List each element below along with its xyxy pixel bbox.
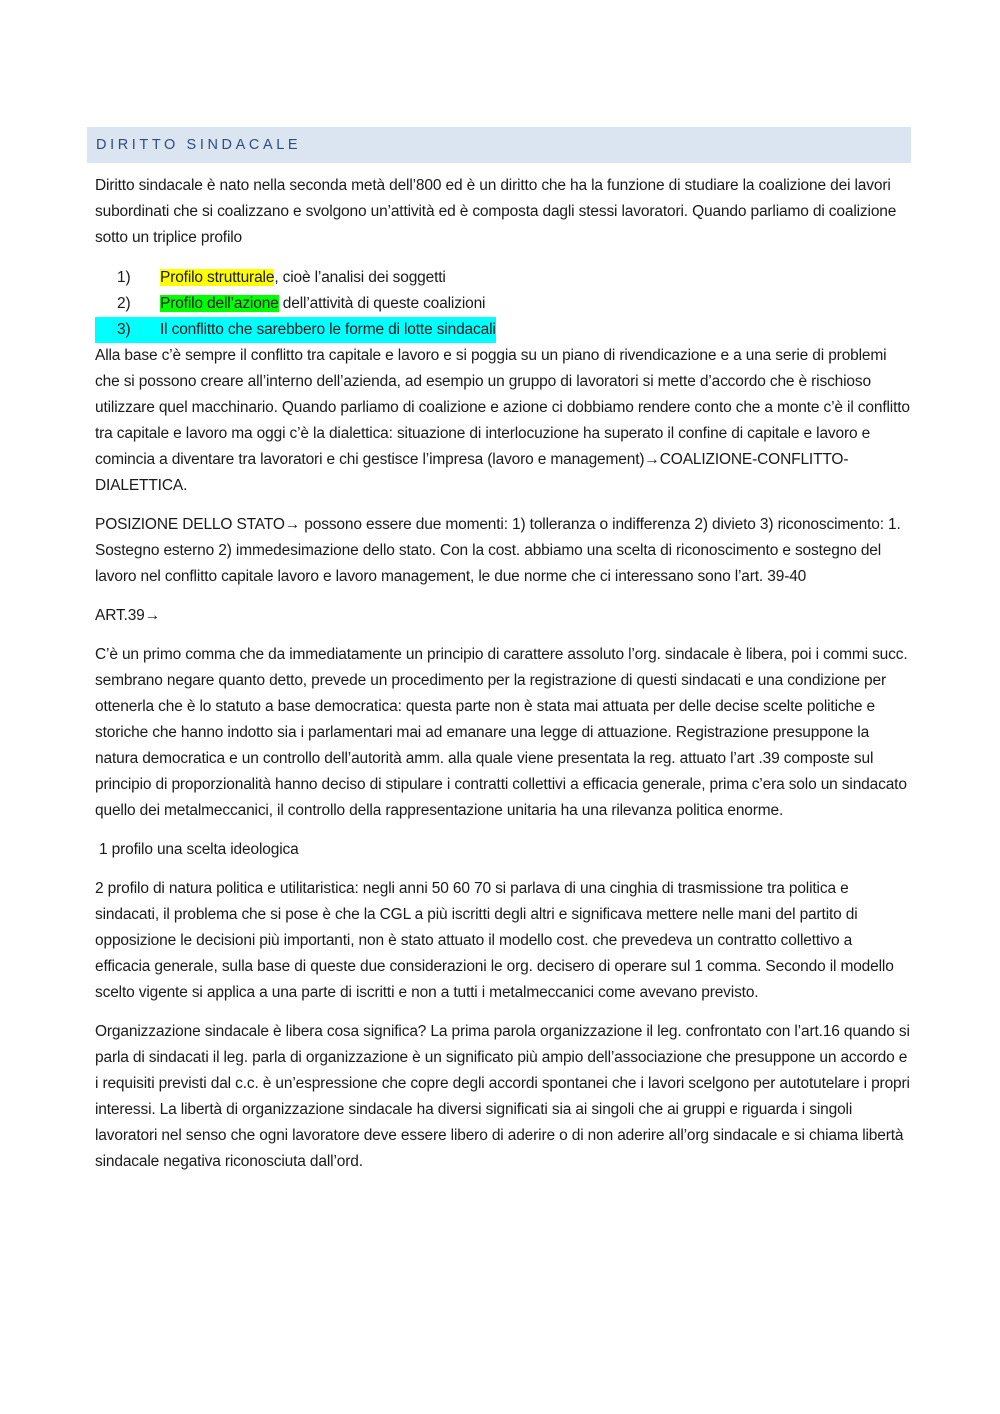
- profili-list: [95, 265, 911, 343]
- list-number: 1): [117, 269, 131, 286]
- highlighted-text: Profilo strutturale: [160, 269, 275, 286]
- profilo2-paragraph: 2 profilo di natura politica e utilitaristica: negli anni 50 60 70 si parlava di una cinghia di trasmissione tra politica e sindacati, il problema che si pose è che la CGL a più iscritti degli altri e significava mettere nelle mani del partito di opposizione le decisioni più importanti, non è stato attuato il modello cost. che prevedeva un contratto collettivo a efficacia generale, sulla base di queste due considerazioni le org. decisero di operare sul 1 comma. Secondo il modello scelto vigente si applica a una parte di iscritti e non a tutti i metalmeccanici come avevano previsto.: [95, 880, 894, 1001]
- list-text: dell’attività di queste coalizioni: [278, 295, 486, 312]
- document-page: [95, 127, 911, 1175]
- art39-paragraph: C’è un primo comma che da immediatamente un principio di carattere assoluto l’org. sindacale è libera, poi i commi succ. sembrano negare quanto detto, prevede un procedimento per la registrazione di questi sindacati e una condizione per ottenerla che è lo statuto a base democratica: questa parte non è stata mai attuata per delle decise scelte politiche e storiche che hanno indotto sia i parlamentari mai ad emanare una legge di attuazione. Registrazione presuppone la natura democratica e un controllo dell’autorità amm. alla quale viene presentata la reg. attuato l’art .39 composte sul principio di proporzionalità hanno deciso di stipulare i contratti collettivi a efficacia generale, prima c’era solo un sindacato quello dei metalmeccanici, il controllo della rappresentazione unitaria ha una rilevanza politica enorme.: [95, 646, 908, 819]
- list-item: [95, 291, 911, 317]
- highlighted-text: Profilo dell’azione: [160, 295, 279, 312]
- list-item: [95, 265, 911, 291]
- organizzazione-paragraph: Organizzazione sindacale è libera cosa significa? La prima parola organizzazione il leg. confrontato con l’art.16 quando si parla di sindacati il leg. parla di organizzazione è un significato più ampio dell’associazione che presuppone un accordo e i requisiti previsti dal c.c. è un’espressione che copre degli accordi spontanei che i lavori scelgono per autotutelare i propri interessi. La libertà di organizzazione sindacale ha diversi significati sia ai singoli che ai gruppi e riguarda i singoli lavoratori nel senso che ogni lavoratore deve essere libero di aderire o di non aderire all’org sindacale e si chiama libertà sindacale negativa riconosciuta dall’ord.: [95, 1023, 910, 1170]
- profilo1-paragraph: 1 profilo una scelta ideologica: [99, 841, 299, 858]
- intro-paragraph: Diritto sindacale è nato nella seconda metà dell’800 ed è un diritto che ha la funzione di studiare la coalizione dei lavori subordinati che si coalizzano e svolgono un’attività ed è composta dagli stessi lavoratori. Quando parliamo di coalizione sotto un triplice profilo: [95, 177, 897, 246]
- conflitto-paragraph: Alla base c’è sempre il conflitto tra capitale e lavoro e si poggia su un piano di rivendicazione e a una serie di problemi che si possono creare all’interno dell’azienda, ad esempio un gruppo di lavoratori si mette d’accordo che è rischioso utilizzare quel macchinario. Quando parliamo di coalizione e azione ci dobbiamo rendere conto che a monte c’è il conflitto tra capitale e lavoro ma oggi c’è la dialettica: situazione di interlocuzione ha superato il confine di capitale e lavoro e comincia a diventare tra lavoratori e chi gestisce l’impresa (lavoro e management)→COALIZIONE-CONFLITTO-DIALETTICA.: [95, 347, 910, 494]
- highlighted-text: Il conflitto che sarebbero le forme di lotte sindacali: [160, 321, 496, 338]
- list-number: 3): [117, 321, 131, 338]
- art39-heading: ART.39→: [95, 607, 160, 624]
- list-text: , cioè l’analisi dei soggetti: [274, 269, 446, 286]
- stato-paragraph: POSIZIONE DELLO STATO→ possono essere due momenti: 1) tolleranza o indifferenza 2) divieto 3) riconoscimento: 1. Sostegno esterno 2) immedesimazione dello stato. Con la cost. abbiamo una scelta di riconoscimento e sostegno del lavoro nel conflitto capitale lavoro e lavoro management, le due norme che ci interessano sono l’art. 39-40: [95, 516, 901, 585]
- list-item: [95, 317, 911, 343]
- heading-bar: [87, 127, 911, 163]
- document-heading: DIRITTO SINDACALE: [96, 137, 302, 153]
- highlighted-row: [95, 317, 496, 343]
- list-number: 2): [117, 295, 131, 312]
